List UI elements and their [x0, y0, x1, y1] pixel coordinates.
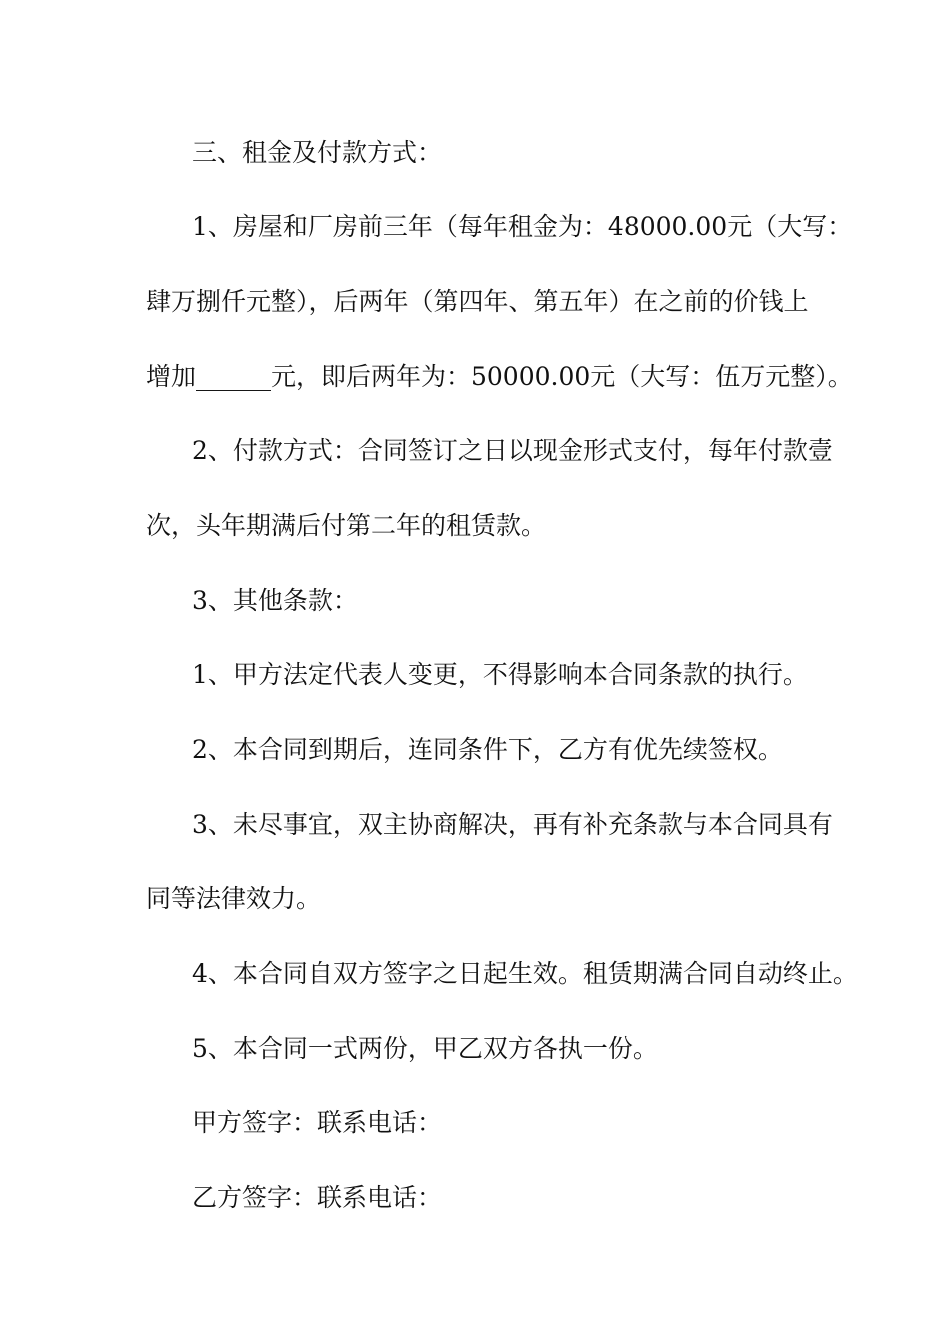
- section-heading-other-terms: 3、其他条款：: [192, 586, 358, 615]
- paragraph-line: 同等法律效力。: [146, 884, 322, 913]
- paragraph-line: 增加______元，即后两年为：50000.00元（大写：伍万元整）。: [146, 362, 853, 391]
- party-b-signature-line: 乙方签字：联系电话：: [192, 1183, 443, 1212]
- section-heading-rent-payment: 三、租金及付款方式：: [192, 138, 443, 167]
- paragraph-line: 3、未尽事宜，双主协商解决，再有补充条款与本合同具有: [192, 810, 833, 839]
- paragraph-line: 2、付款方式：合同签订之日以现金形式支付，每年付款壹: [192, 436, 833, 465]
- paragraph-line: 1、甲方法定代表人变更，不得影响本合同条款的执行。: [192, 660, 808, 689]
- party-a-signature-line: 甲方签字：联系电话：: [192, 1108, 443, 1137]
- paragraph-line: 4、本合同自双方签字之日起生效。租赁期满合同自动终止。: [192, 959, 858, 988]
- paragraph-line: 次，头年期满后付第二年的租赁款。: [146, 511, 547, 540]
- paragraph-line: 1、房屋和厂房前三年（每年租金为：48000.00元（大写：: [192, 212, 853, 241]
- paragraph-line: 2、本合同到期后，连同条件下，乙方有优先续签权。: [192, 735, 783, 764]
- paragraph-line: 5、本合同一式两份，甲乙双方各执一份。: [192, 1034, 658, 1063]
- paragraph-line: 肆万捌仟元整），后两年（第四年、第五年）在之前的价钱上: [146, 287, 809, 316]
